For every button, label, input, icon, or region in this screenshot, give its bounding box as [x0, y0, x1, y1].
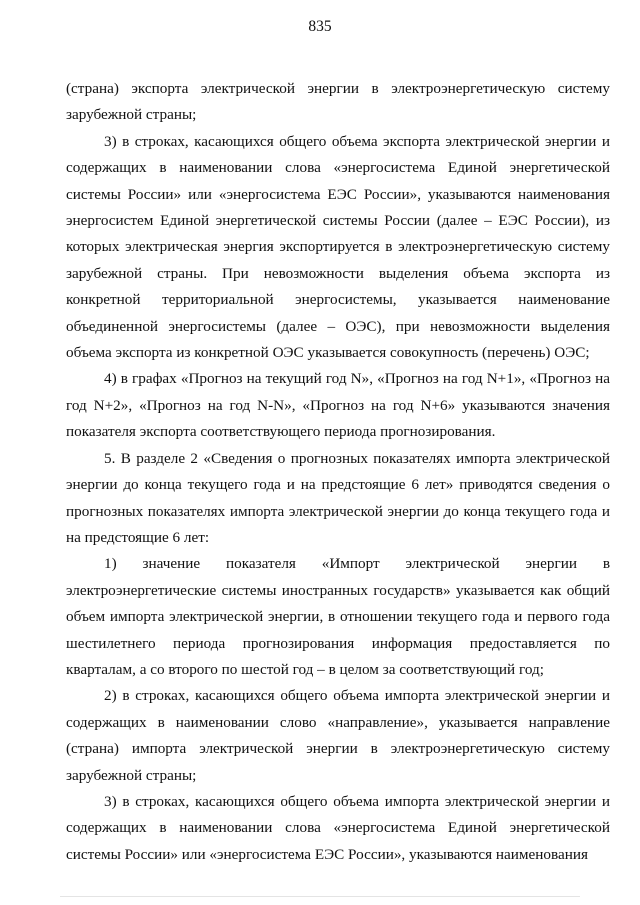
document-body: [66, 76, 610, 868]
paragraph-export-item-3: 3) в строках, касающихся общего объема экспорта электрической энергии и содержащих в наименовании слова «энергосистема Единой энергетической системы России» или «энергосистема ЕЭС России», указываются наименования энергосистем Единой энергетической системы России (далее – ЕЭС России), из которых электрическая энергия экспортируется в электроэнергетическую систему зарубежной страны. При невозможности выделения объема экспорта из конкретной территориальной энергосистемы, указывается наименование объединенной энергосистемы (далее – ОЭС), при невозможности выделения объема экспорта из конкретной ОЭС указывается совокупность (перечень) ОЭС;: [66, 132, 610, 362]
paragraph-section-5: 5. В разделе 2 «Сведения о прогнозных показателях импорта электрической энергии до конца текущего года и на предстоящие 6 лет» приводятся сведения о прогнозных показателях импорта электрической энергии до конца текущего года и на предстоящие 6 лет:: [66, 449, 610, 546]
paragraph-import-item-2: 2) в строках, касающихся общего объема импорта электрической энергии и содержащих в наименовании слово «направление», указывается направление (страна) импорта электрической энергии в электроэнергетическую систему зарубежной страны;: [66, 687, 610, 784]
paragraph-export-item-4: 4) в графах «Прогноз на текущий год N», «Прогноз на год N+1», «Прогноз на год N+2», «Прогноз на год N-N», «Прогноз на год N+6» указываются значения показателя экспорта соответствующего периода прогнозирования.: [66, 370, 610, 441]
page-bottom-edge: [60, 896, 580, 897]
paragraph-export-direction-end: (страна) экспорта электрической энергии в электроэнергетическую систему зарубежной страны;: [66, 80, 610, 124]
paragraph-import-item-3: 3) в строках, касающихся общего объема импорта электрической энергии и содержащих в наименовании слова «энергосистема Единой энергетической системы России» или «энергосистема ЕЭС России», указываются наименования: [66, 792, 610, 863]
paragraph-import-item-1: 1) значение показателя «Импорт электрической энергии в электроэнергетические системы иностранных государств» указывается как общий объем импорта электрической энергии, в отношении текущего года и первого года шестилетнего периода прогнозирования информация предоставляется по кварталам, а со второго по шестой год – в целом за соответствующий год;: [66, 555, 610, 678]
page-number: 835: [308, 18, 332, 35]
